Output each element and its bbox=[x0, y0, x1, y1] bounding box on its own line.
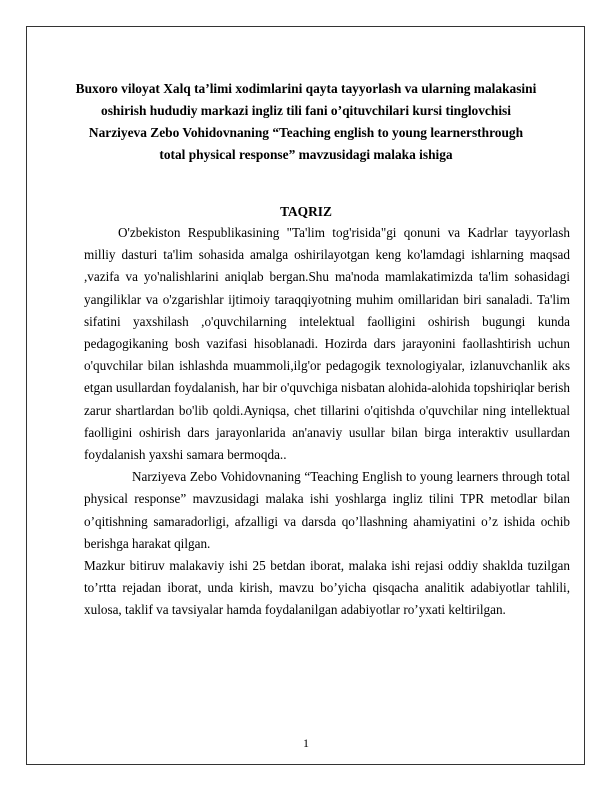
document-title bbox=[70, 78, 542, 166]
paragraph: O'zbekiston Respublikasining "Ta'lim tog'risida"gi qonuni va Kadrlar tayyorlash milliy dasturi ta'lim sohasida amalga oshirilayotgan keng ko'lamdagi ishlarning maqsad ,vazifa va yo'nalishlarini aniqlab bergan.Shu ma'noda mamlakatimizda ta'lim sohasidagi yangiliklar va o'zgarishlar ijtimoiy taraqqiyotning muhim omillaridan biri sanaladi. Ta'lim sifatini yaxshilash ,o'quvchilarning intelektual faolligini oshirish bugungi kunda pedagogikaning bosh vazifasi hisoblanadi. Hozirda dars jarayonini faollashtirish uchun o'quvchilar bilan ishlashda muammoli,ilg'or pedagogik texnologiyalar, izlanuvchanlik aks etgan usullardan foydalanish, har bir o'quvchiga nisbatan alohida-alohida topshiriqlar berish zarur shartlardan bo'lib qoldi.Ayniqsa, chet tillarini o'qitishda o'quvchilar ning intellektual faolligini oshirish dars jarayonlarida an'anaviy usullar bilan birga interaktiv usullardan foydalanish yaxshi samara bermoqda.. bbox=[84, 225, 570, 463]
title-line: Narziyeva Zebo Vohidovnaning “Teaching english to young learnersthrough bbox=[88, 125, 524, 140]
page-number: 1 bbox=[303, 736, 309, 750]
title-line: total physical response” mavzusidagi malaka ishiga bbox=[159, 147, 453, 162]
title-line: Buxoro viloyat Xalq ta’limi xodimlarini qayta tayyorlash va ularning malakasini bbox=[75, 81, 537, 96]
paragraph: Mazkur bitiruv malakaviy ishi 25 betdan iborat, malaka ishi rejasi oddiy shaklda tuzilgan to’rtta rejadan iborat, unda kirish, mavzu bo’yicha qisqacha analitik adabiyotlar tahlili, xulosa, taklif va tavsiyalar hamda foydalanilgan adabiyotlar ro’yxati keltirilgan. bbox=[84, 558, 570, 618]
section-heading: TAQRIZ bbox=[280, 204, 332, 219]
paragraph: Narziyeva Zebo Vohidovnaning “Teaching English to young learners through total physical response” mavzusidagi malaka ishi yoshlarga ingliz tilini TPR metodlar bilan o’qitishning samaradorligi, afzalligi va darsda qo’llashning ahamiyatini o’z ishida ochib berishga harakat qilgan. bbox=[84, 469, 570, 551]
body-text bbox=[84, 222, 570, 622]
title-line: oshirish hududiy markazi ingliz tili fani o’qituvchilari kursi tinglovchisi bbox=[101, 103, 511, 118]
